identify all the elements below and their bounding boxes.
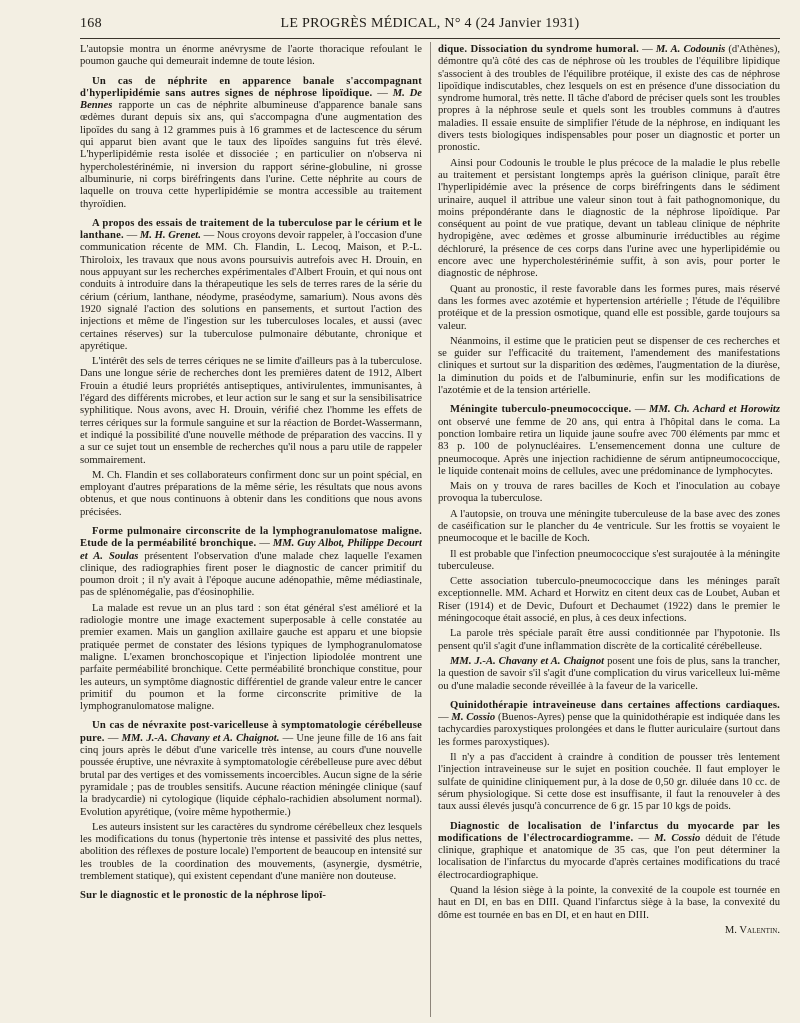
article-title: dique. Dissociation du syndrome humoral. — [438, 44, 639, 55]
journal-running-title: LE PROGRÈS MÉDICAL, N° 4 (24 Janvier 1931) — [280, 16, 580, 31]
article-body: présentent l'observation d'une malade chez laquelle l'examen clinique, des radiographies firent poser le diagnostic de cancer primitif du poumon droit ; il n'y avait à l'époque aucune adénopathie, même médiastinale, pas de splénomégalie, pas d'éosinophilie. — [80, 550, 422, 599]
paragraph: La malade est revue un an plus tard : son état général s'est amélioré et la radiologie montre une image exactement superposable à celle constatée au premier examen. Mais un ganglion axillaire gauche est apparu et une biopsie pratiquée permet de constater des lésions typiques de lymphogranulomatose maligne. L'examen bronchoscopique et l'injection lipiodolée montrent une parfaite perméabilité bronchique. Cette perméabilité bronchique constitue, pour les auteurs, un symptôme diagnostic différentiel de grande valeur entre le cancer primitif du poumon et la forme circonscrite primitive de la lymphogranulomatose maligne. — [80, 602, 422, 713]
article-authors: M. Cossio — [654, 832, 701, 844]
article-body: posent une fois de plus, sans la trancher, la question de savoir s'il s'agit d'une complication du virus varicelleux lui-même ou d'une maladie seconde réveillée à la faveur de la varicelle. — [438, 655, 780, 692]
article-body: (Buenos-Ayres) pense que la quinidothérapie est indiquée dans les tachycardies paroxystiques prolongées et dans le flutter auriculaire (surtout dans les formes paroxystiques). — [438, 712, 780, 748]
article-authors: MM. Ch. Achard et Horowitz — [649, 404, 780, 416]
paragraph: L'intérêt des sels de terres cériques ne se limite d'ailleurs pas à la tuberculose. Dans une longue série de recherches dont les premières datent de 1912, Albert Frouin a étudié leurs propriétés antiseptiques, antivirulentes, immunisantes, à l'égard des différents microbes, et leur action sur le sang et sur la sensibilisatrice syphilitique. Nous avons, avec H. Drouin, vérifié chez l'homme les effets de terres cériques sur la formule sanguine et sur la réaction de Bordet-Wassermann, et indiqué la possibilité d'une nouvelle méthode de préparation des vaccins. Il y a sur ce sujet tout un ensemble de recherches qu'il nous a paru utile de rappeler sommairement. — [80, 356, 422, 466]
article-authors: MM. J.-A. Chavany et A. Chaignot. — [121, 732, 280, 744]
paragraph: Quand la lésion siège à la pointe, la convexité de la coupole est tournée en haut en DI, en bas en DIII. Quand l'infarctus siège à la base, la convexité du dôme est tournée en bas en DI, et en haut en DIII. — [438, 885, 780, 921]
article-title: Forme pulmonaire circonscrite de la lymphogranulomatose maligne. Etude de la perméabilité bronchique. — [80, 525, 422, 550]
signature: M. Valentin. — [724, 924, 780, 936]
paragraph: M. Ch. Flandin et ses collaborateurs confirment donc sur un point spécial, en employant d'autres préparations de la même série, les résultats que nous avons obtenus, et que nous continuons à obtenir dans les conditions que nous avons précisées. — [80, 469, 422, 518]
article-body: Une jeune fille de 16 ans fait cinq jours après le début d'une varicelle très intense, au cours d'une nouvelle poussée éruptive, une névraxite à symptomatologie cérébelleuse pure avec début brutal par des vertiges et des vomissements incoercibles. Aucun signe de la série pyramidale ; pas de troubles sensitifs. Aucune réaction méningée clinique (sauf la bradycardie) ni cytologique (liquide céphalo-rachidien absolument normal). Evolution apyrétique, (voire même hypothermie.) — [80, 732, 422, 818]
article-authors: M. A. Codounis — [655, 44, 726, 55]
article-body: déduit de l'étude clinique, graphique et anatomique de 35 cas, que l'on peut déterminer la localisation de l'infarctus du myocarde d'après certaines modifications du tracé électrocardiographique. — [438, 832, 780, 881]
article-authors: M. De Bennes — [80, 87, 422, 112]
article-cerium-lanthane: A propos des essais de traitement de la tuberculose par le cérium et le lanthane. — M. H. Grenet. — Nous croyons devoir rappeler, à l'occasion d'une communication récente de MM. Ch. Flandin, L. Lecoq, Maison, et P.-L. Thiroloix, les travaux que nous avons poursuivis autrefois avec H. Drouin, en nous appuyant sur les recherches expérimentales d'Albert Frouin, et qui nous ont conduits à introduire dans la thérapeutique les sels de terres rares de la série du cérium (cérium, lanthane, néodyme, praséodyme, samarium). Nous avons dès 1920 signalé l'action des solutions en pansements, et surtout l'action des injections et même de l'ingestion sur les tuberculoses locales, et aussi (avec certaines réserves) sur la tuberculose pulmonaire débutante, chronique et apyrétique. — [80, 217, 422, 352]
article-infarctus: Diagnostic de localisation de l'infarctus du myocarde par les modifications de l'électrocardiogramme. — M. Cossio déduit de l'étude clinique, graphique et anatomique de 35 cas, que l'on peut déterminer la localisation de l'infarctus du myocarde d'après certaines modifications du tracé électrocardiographique. — [438, 820, 780, 881]
paragraph: Ainsi pour Codounis le trouble le plus précoce de la maladie le plus rebelle au traitement et persistant longtemps après la guérison clinique, paraît être l'hyperlipidémie avec la présence de corps biréfringents dans le sédiment urinaire, auquel il attribue une valeur sinon tout à fait pathognomonique, du moins prépondérante dans le diagnostic de la néphrose lipoïdique. Par conséquent au point de vue pratique, devant un tableau clinique de néphrite hydropigène, avec œdèmes et grosse albuminurie irréductibles au régime déchloruré, la présence de ces corps dans l'urine avec une hyperlipidémie ou encore avec une hypercholestérinémie suffit, à son avis, pour porter le diagnostic de néphrose. — [438, 157, 780, 280]
article-authors: MM. Guy Albot, Philippe Decourt et A. Soulas — [80, 538, 422, 562]
right-column — [438, 44, 780, 1014]
page-number: 168 — [80, 16, 102, 31]
article-body: rapporte un cas de néphrite albumineuse d'apparence banale sans œdèmes durant depuis six ans, qui s'accompagna d'une augmentation des lipoïdes du sang à 12 grammes puis à 16 grammes et de lactescence du sérum qui apparut bien avant que le taux des lipoïdes sanguins fut très élevé. L'hyperlipidémie resta isolée et dissociée ; en particulier on n'observa ni hypercholestérinémie, ni inversion du rapport sérine-globuline, ni grosse albuminurie, ni corps biréfringents dans l'urine. Cette néphrite au cours de laquelle on trouva cette hyperlipidémie se montra accessible au traitement thyroïdien. — [80, 100, 422, 210]
article-quinidotherapie: Quinidothérapie intraveineuse dans certaines affections cardiaques. — M. Cossio (Buenos-Ayres) pense que la quinidothérapie est indiquée dans les tachycardies paroxystiques prolongées et dans le flutter auriculaire (surtout dans les formes paroxystiques). — [438, 699, 780, 748]
paragraph — [438, 656, 780, 693]
paragraph: A l'autopsie, on trouva une méningite tuberculeuse de la base avec des zones de caséification sur le plancher du 4e ventricule. Sur les frottis se voyaient le pneumocoque et le bacille de Koch. — [438, 508, 780, 545]
paragraph: Il est probable que l'infection pneumococcique s'est surajoutée à la méningite tuberculeuse. — [438, 548, 780, 572]
paragraph: L'autopsie montra un énorme anévrysme de l'aorte thoracique refoulant le poumon gauche qui demeurait indemne de toute lésion. — [80, 44, 422, 68]
paragraph: Quant au pronostic, il reste favorable dans les formes pures, mais réservé dans les formes avec azotémie et hypertension artérielle ; l'étude de l'équilibre protéique et de la pression osmotique, quand elle est possible, garde toujours sa valeur. — [438, 283, 780, 332]
paragraph: La parole très spéciale paraît être aussi conditionnée par l'hypotonie. Ils pensent qu'il s'agit d'une inflammation discrète de la corticalité cérébelleuse. — [438, 628, 780, 652]
paragraph: Cette association tuberculo-pneumococcique dans les méninges paraît exceptionnelle. MM. Achard et Horwitz en citent deux cas de Loubet, Auban et Riser (1914) et de Devic, Dufourt et Dechaumet (1922) dans le premier le méningocoque était associé, en plus, à ces deux infections. — [438, 576, 780, 625]
article-body: ont observé une femme de 20 ans, qui entra à l'hôpital dans le coma. La ponction lombaire retira un liquide jaune soufre avec 700 éléments par mmc et 83 p. 100 de polynucléaires. L'ensemencement donna une culture de pneumocoque. Après une injection rachidienne de sérum antipneumococcique, le liquide contenait moins de cellules, avec une prédominance de lymphocytes. — [438, 416, 780, 477]
article-body: Nous croyons devoir rappeler, à l'occasion d'une communication récente de MM. Ch. Flandin, L. Lecoq, Maison, et P.-L. Thiroloix, les travaux que nous avons poursuivis autrefois avec H. Drouin, en nous appuyant sur les recherches expérimentales d'Albert Frouin, et qui nous ont conduits à introduire dans la thérapeutique les sels de terres rares de la série du cérium (cérium, lanthane, néodyme, praséodyme, samarium). Nous avons dès 1920 signalé l'action des solutions en pansements, et surtout l'action des injections et même de l'ingestion sur les tuberculoses locales, et aussi (avec certaines réserves) sur la tuberculose pulmonaire débutante, chronique et apyrétique. — [80, 230, 422, 352]
page-header — [80, 14, 780, 36]
article-title: Un cas de névraxite post-varicelleuse à symptomatologie cérébelleuse pure. — [80, 720, 422, 744]
article-nevraxite: Un cas de névraxite post-varicelleuse à symptomatologie cérébelleuse pure. — MM. J.-A. Chavany et A. Chaignot. — Une jeune fille de 16 ans fait cinq jours après le début d'une varicelle très intense, au cours d'une nouvelle poussée éruptive, une névraxite à symptomatologie cérébelleuse pure avec début brutal par des vertiges et des vomissements incoercibles. Aucun signe de la série pyramidale ; pas de troubles sensitifs. Aucune réaction méningée clinique (sauf la bradycardie) ni cytologique (liquide céphalo-rachidien absolument normal). Evolution apyrétique, (voire même hypothermie.) — [80, 720, 422, 818]
article-body: (d'Athènes), démontre qu'à côté des cas de néphrose où les troubles de l'équilibre lipidique s'associent à des troubles de l'équilibre protéique, il existe des cas de néphrose lipoïdique indiscutables, chez lesquels on est en présence d'une dissociation du syndrome humoral, très nette. Il tâche d'abord de préciser quels sont les troubles propres à la néphrose seule et quels sont les troubles communs à d'autres maladies. Il essaie ensuite de simplifier l'étude de la néphrose, en indiquant les divers tests biologiques indispensables pour poser un diagnostic et porter un pronostic. — [438, 44, 780, 154]
paragraph: Il n'y a pas d'accident à craindre à condition de pousser très lentement l'injection intraveineuse sur le sujet en position couchée. Il faut employer le sulfate de quinidine cliniquement pur, à la dose de 0,50 gr. diluée dans 10 cc. de sérum physiologique. Si cette dose est insuffisante, il faut la renouveler à des taux aussi élevés jusqu'à concurrence de 6 gr. 15 par 10 kgs de poids. — [438, 752, 780, 813]
paragraph: Néanmoins, il estime que le praticien peut se dispenser de ces recherches et se guider sur l'efficacité du traitement, l'amendement des manifestations cliniques et surtout sur la disparition des œdèmes, l'augmentation de la diurèse, la diminution du poids et de l'albuminurie, enfin sur les modifications de l'azotémie et de la tension artérielle. — [438, 335, 780, 397]
paragraph: Les auteurs insistent sur les caractères du syndrome cérébelleux chez lesquels les modifications du tonus (hypertonie très intense et passivité des plus nettes, abolition des réflexes de posture locale) l'emportent de beaucoup en intensité sur les troubles de la coordination des mouvements, (asynergie, dysmétrie, tremblement statique), qui existent cependant d'une manière non douteuse. — [80, 821, 422, 882]
paragraph: Mais on y trouva de rares bacilles de Koch et l'inoculation au cobaye provoqua la tuberculose. — [438, 481, 780, 505]
header-rule — [80, 38, 780, 39]
article-authors: MM. J.-A. Chavany et A. Chaignot — [450, 655, 605, 667]
article-authors: M. Cossio — [451, 712, 496, 724]
article-nephrose-lipoidique: dique. Dissociation du syndrome humoral. — M. A. Codounis (d'Athènes), démontre qu'à côté des cas de néphrose où les troubles de l'équilibre lipidique s'associent à des troubles de l'équilibre protéique, il existe des cas de néphrose lipoïdique indiscutables, chez lesquels on est en présence d'une dissociation du syndrome humoral, très nette. Il tâche d'abord de préciser quels sont les troubles propres à la néphrose seule et quels sont les troubles communs à d'autres maladies. Il essaie ensuite de simplifier l'étude de la néphrose, en indiquant les divers tests biologiques indispensables pour poser un diagnostic et porter un pronostic. — [438, 44, 780, 154]
article-meningite: Méningite tuberculo-pneumococcique. — MM. Ch. Achard et Horowitz ont observé une femme de 20 ans, qui entra à l'hôpital dans le coma. La ponction lombaire retira un liquide jaune soufre avec 700 éléments par mmc et 83 p. 100 de polynucléaires. L'ensemencement donna une culture de pneumocoque. Après une injection rachidienne de sérum antipneumococcique, le liquide contenait moins de cellules, avec une prédominance de lymphocytes. — [438, 404, 780, 477]
article-nephrose-title-start — [80, 890, 422, 902]
column-divider — [430, 42, 431, 1017]
article-lymphogranulomatose: Forme pulmonaire circonscrite de la lymphogranulomatose maligne. Etude de la perméabilité bronchique. — MM. Guy Albot, Philippe Decourt et A. Soulas présentent l'observation d'une malade chez laquelle l'examen clinique, des radiographies firent poser le diagnostic de cancer primitif du poumon droit ; il n'y avait à l'époque aucune adénopathie, même médiastinale, pas de splénomégalie, pas d'éosinophilie. — [80, 525, 422, 599]
article-title: Méningite tuberculo-pneumococcique. — [450, 404, 632, 416]
article-title: Sur le diagnostic et le pronostic de la néphrose lipoï- — [80, 890, 327, 902]
article-authors: M. H. Grenet. — [139, 230, 201, 242]
article-title: Quinidothérapie intraveineuse dans certaines affections cardiaques. — [450, 699, 780, 711]
article-title: A propos des essais de traitement de la tuberculose par le cérium et le lanthane. — [80, 217, 422, 242]
left-column — [80, 44, 422, 1014]
article-title: Un cas de néphrite en apparence banale s'accompagnant d'hyperlipidémie sans autres signes de néphrose lipoïdique. — [80, 75, 422, 99]
article-title: Diagnostic de localisation de l'infarctus du myocarde par les modifications de l'électrocardiogramme. — [438, 820, 780, 844]
article-neph-hyperlipidemie: Un cas de néphrite en apparence banale s'accompagnant d'hyperlipidémie sans autres signes de néphrose lipoïdique. — M. De Bennes rapporte un cas de néphrite albumineuse d'apparence banale sans œdèmes durant depuis six ans, qui s'accompagna d'une augmentation des lipoïdes du sang à 12 grammes puis à 16 grammes et de lactescence du sérum qui apparut bien avant que le taux des lipoïdes sanguins fut très élevé. L'hyperlipidémie resta isolée et dissociée ; en particulier on n'observa ni hypercholestérinémie, ni inversion du rapport sérine-globuline, ni grosse albuminurie, ni corps biréfringents dans l'urine. Cette néphrite au cours de laquelle on trouva cette hyperlipidémie se montra accessible au traitement thyroïdien. — [80, 75, 422, 210]
